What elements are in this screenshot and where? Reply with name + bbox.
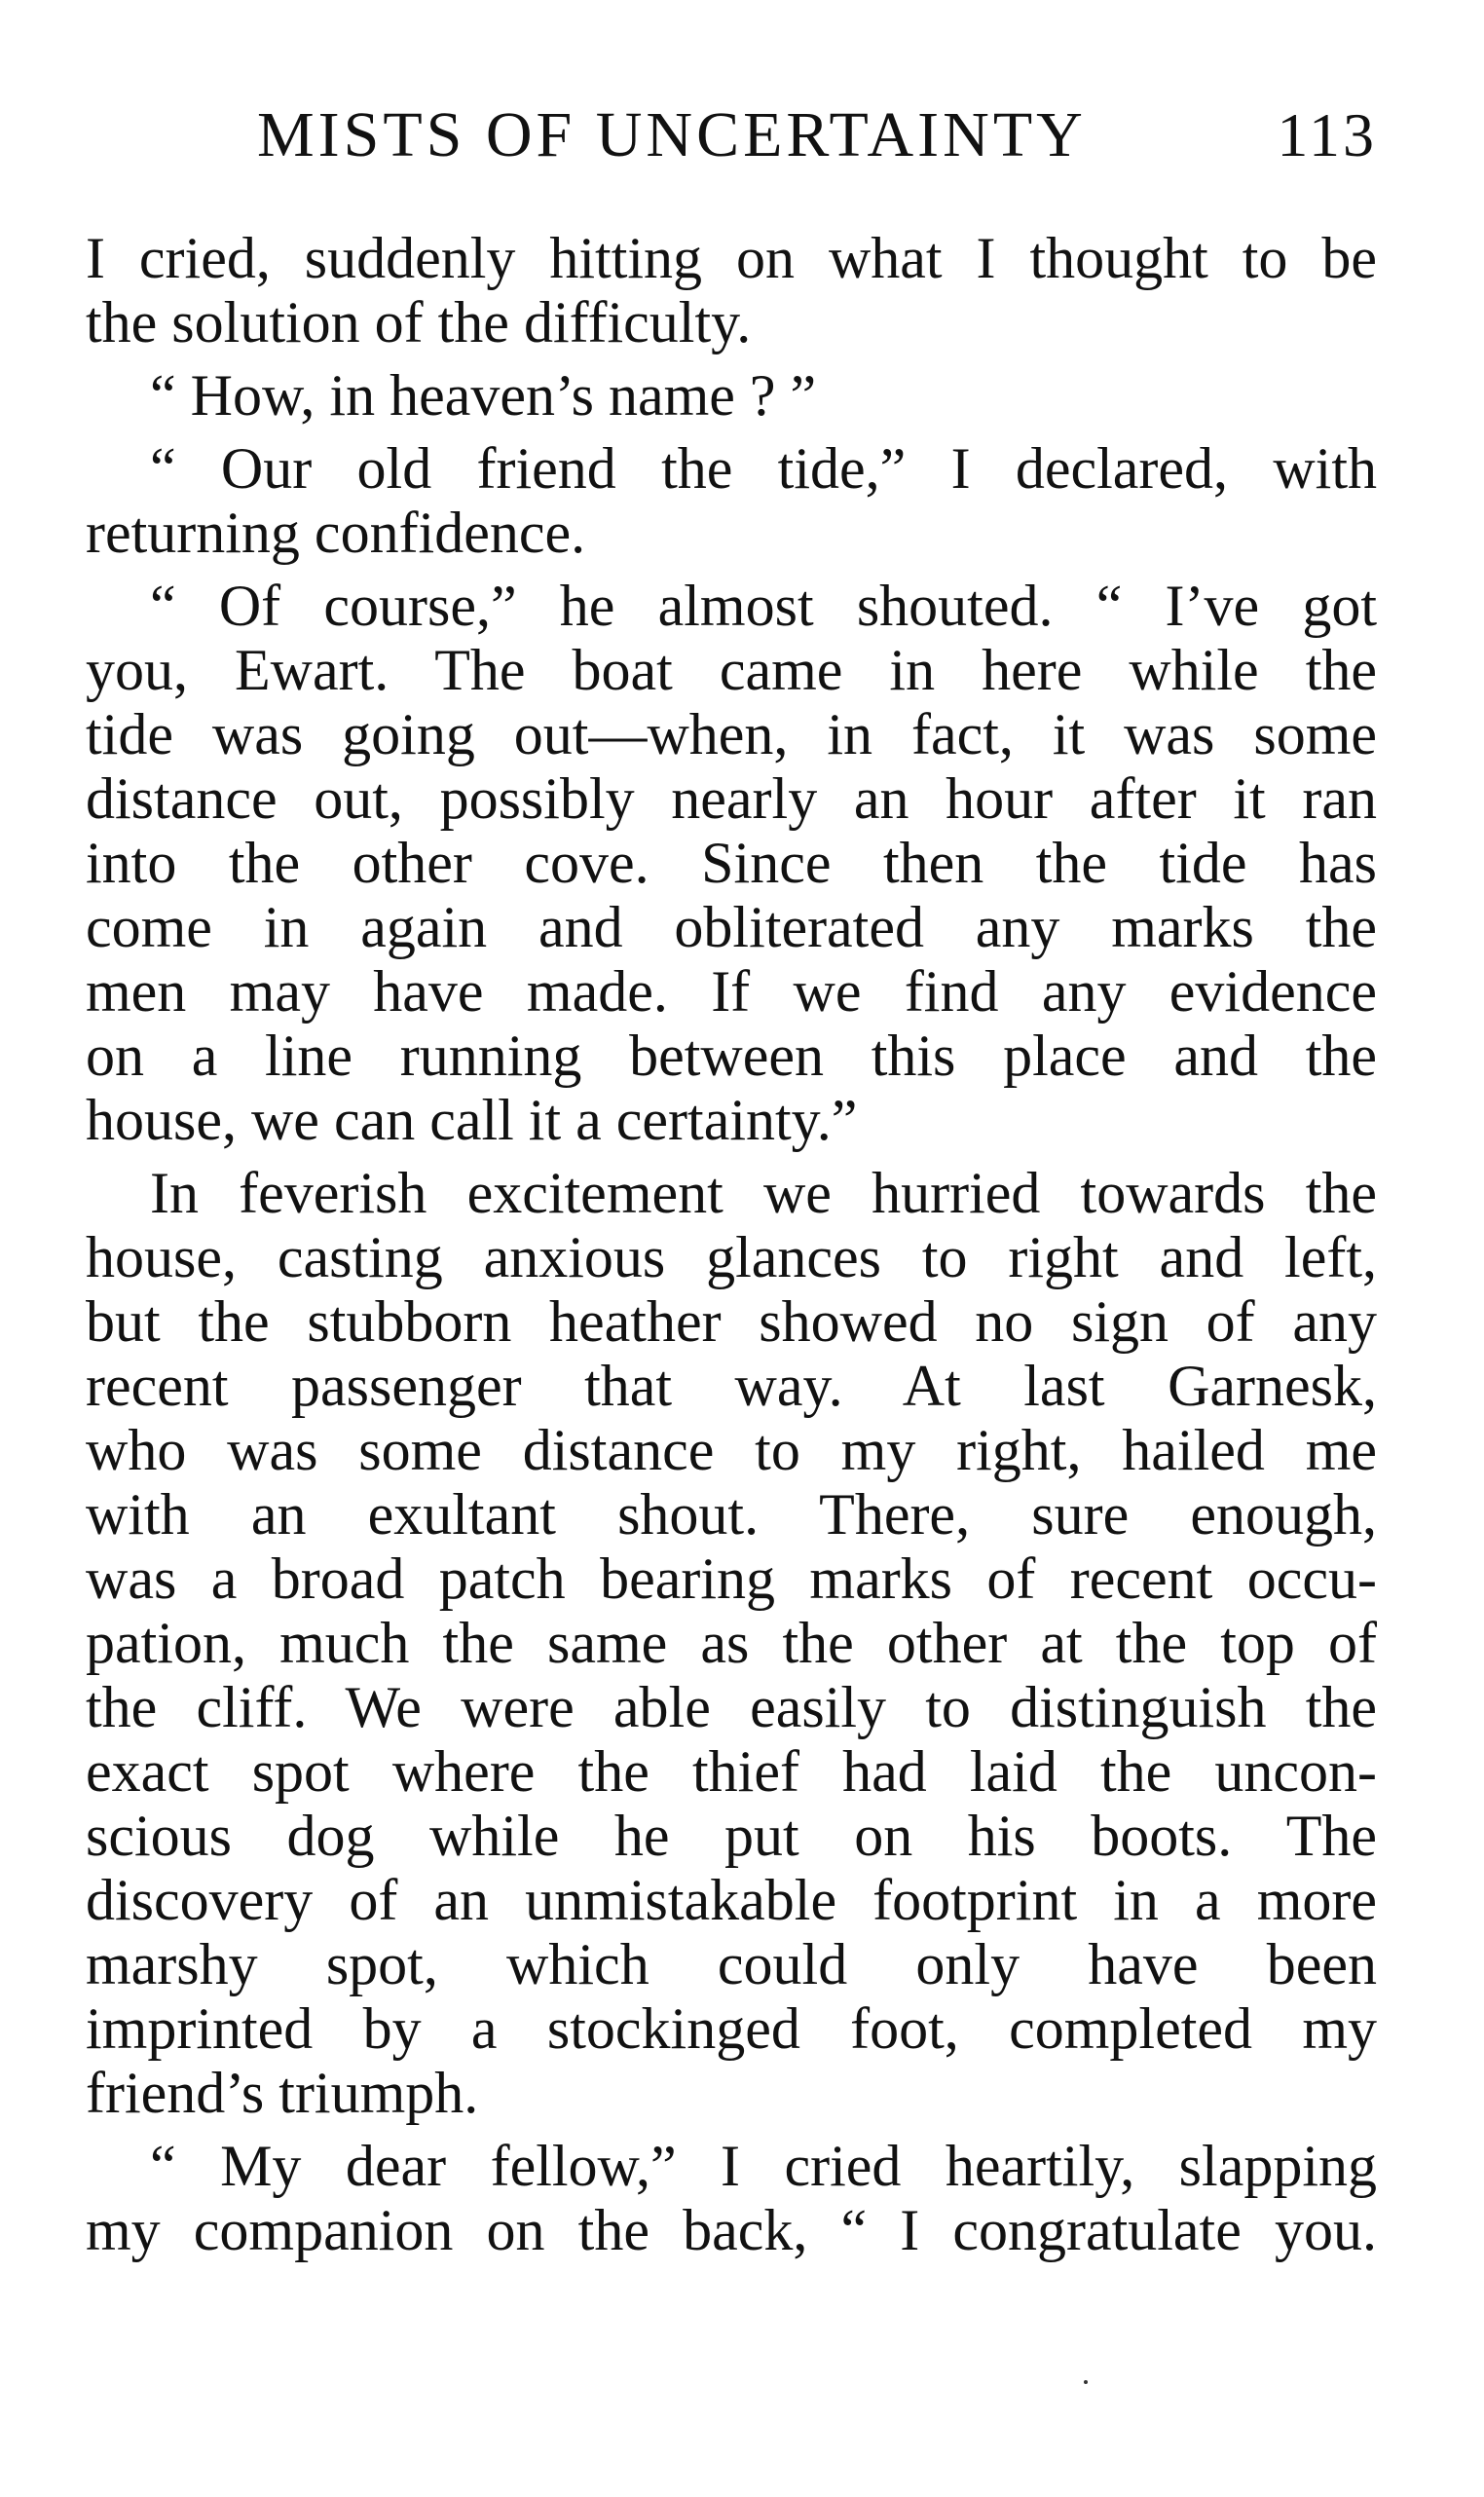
text-line: house, we can call it a certainty.” — [86, 1088, 858, 1152]
text-line: come in again and obliterated any marks the — [86, 895, 1377, 959]
text-line: my companion on the back, “ I congratulate you. — [86, 2198, 1377, 2262]
paragraph — [86, 574, 1377, 1152]
text-line: with an exultant shout. There, sure enough, — [86, 1482, 1377, 1547]
text-line: I cried, suddenly hitting on what I thought to be — [86, 226, 1377, 290]
text-line: marshy spot, which could only have been — [86, 1932, 1377, 1996]
body-text — [86, 226, 1377, 2271]
paragraph — [86, 363, 1377, 428]
text-line: “ My dear fellow,” I cried heartily, slapping — [150, 2134, 1377, 2198]
text-line: imprinted by a stockinged foot, completed my — [86, 1996, 1377, 2061]
text-line: was a broad patch bearing marks of recent occu- — [86, 1547, 1377, 1611]
text-line: pation, much the same as the other at the top of — [86, 1611, 1377, 1675]
ink-speck — [1084, 2380, 1088, 2384]
running-title: MISTS OF UNCERTAINTY — [257, 99, 1087, 170]
text-line: into the other cove. Since then the tide has — [86, 831, 1377, 895]
running-head — [86, 93, 1377, 177]
text-line: the solution of the difficulty. — [86, 290, 752, 354]
text-line: you, Ewart. The boat came in here while the — [86, 638, 1377, 702]
text-line: returning confidence. — [86, 501, 586, 565]
text-line: men may have made. If we find any evidence — [86, 959, 1377, 1024]
text-line: “ Of course,” he almost shouted. “ I’ve got — [150, 574, 1377, 638]
paragraph — [86, 1161, 1377, 2125]
text-line: exact spot where the thief had laid the uncon- — [86, 1739, 1377, 1804]
page-number: 113 — [1277, 100, 1377, 169]
text-line: who was some distance to my right, hailed me — [86, 1418, 1377, 1482]
text-line: tide was going out—when, in fact, it was some — [86, 702, 1377, 766]
text-line: but the stubborn heather showed no sign of any — [86, 1289, 1377, 1354]
text-line: “ How, in heaven’s name ? ” — [150, 363, 817, 428]
text-line: scious dog while he put on his boots. The — [86, 1804, 1377, 1868]
text-line: discovery of an unmistakable footprint in a more — [86, 1868, 1377, 1932]
text-line: friend’s triumph. — [86, 2061, 479, 2125]
text-line: “ Our old friend the tide,” I declared, with — [150, 436, 1377, 501]
paragraph — [86, 2134, 1377, 2262]
text-line: recent passenger that way. At last Garnesk, — [86, 1354, 1377, 1418]
paragraph — [86, 436, 1377, 565]
text-line: In feverish excitement we hurried towards the — [150, 1161, 1377, 1225]
text-line: on a line running between this place and the — [86, 1024, 1377, 1088]
text-line: house, casting anxious glances to right and left, — [86, 1225, 1377, 1289]
paragraph — [86, 226, 1377, 354]
text-line: the cliff. We were able easily to distinguish the — [86, 1675, 1377, 1739]
text-line: distance out, possibly nearly an hour after it ran — [86, 766, 1377, 831]
